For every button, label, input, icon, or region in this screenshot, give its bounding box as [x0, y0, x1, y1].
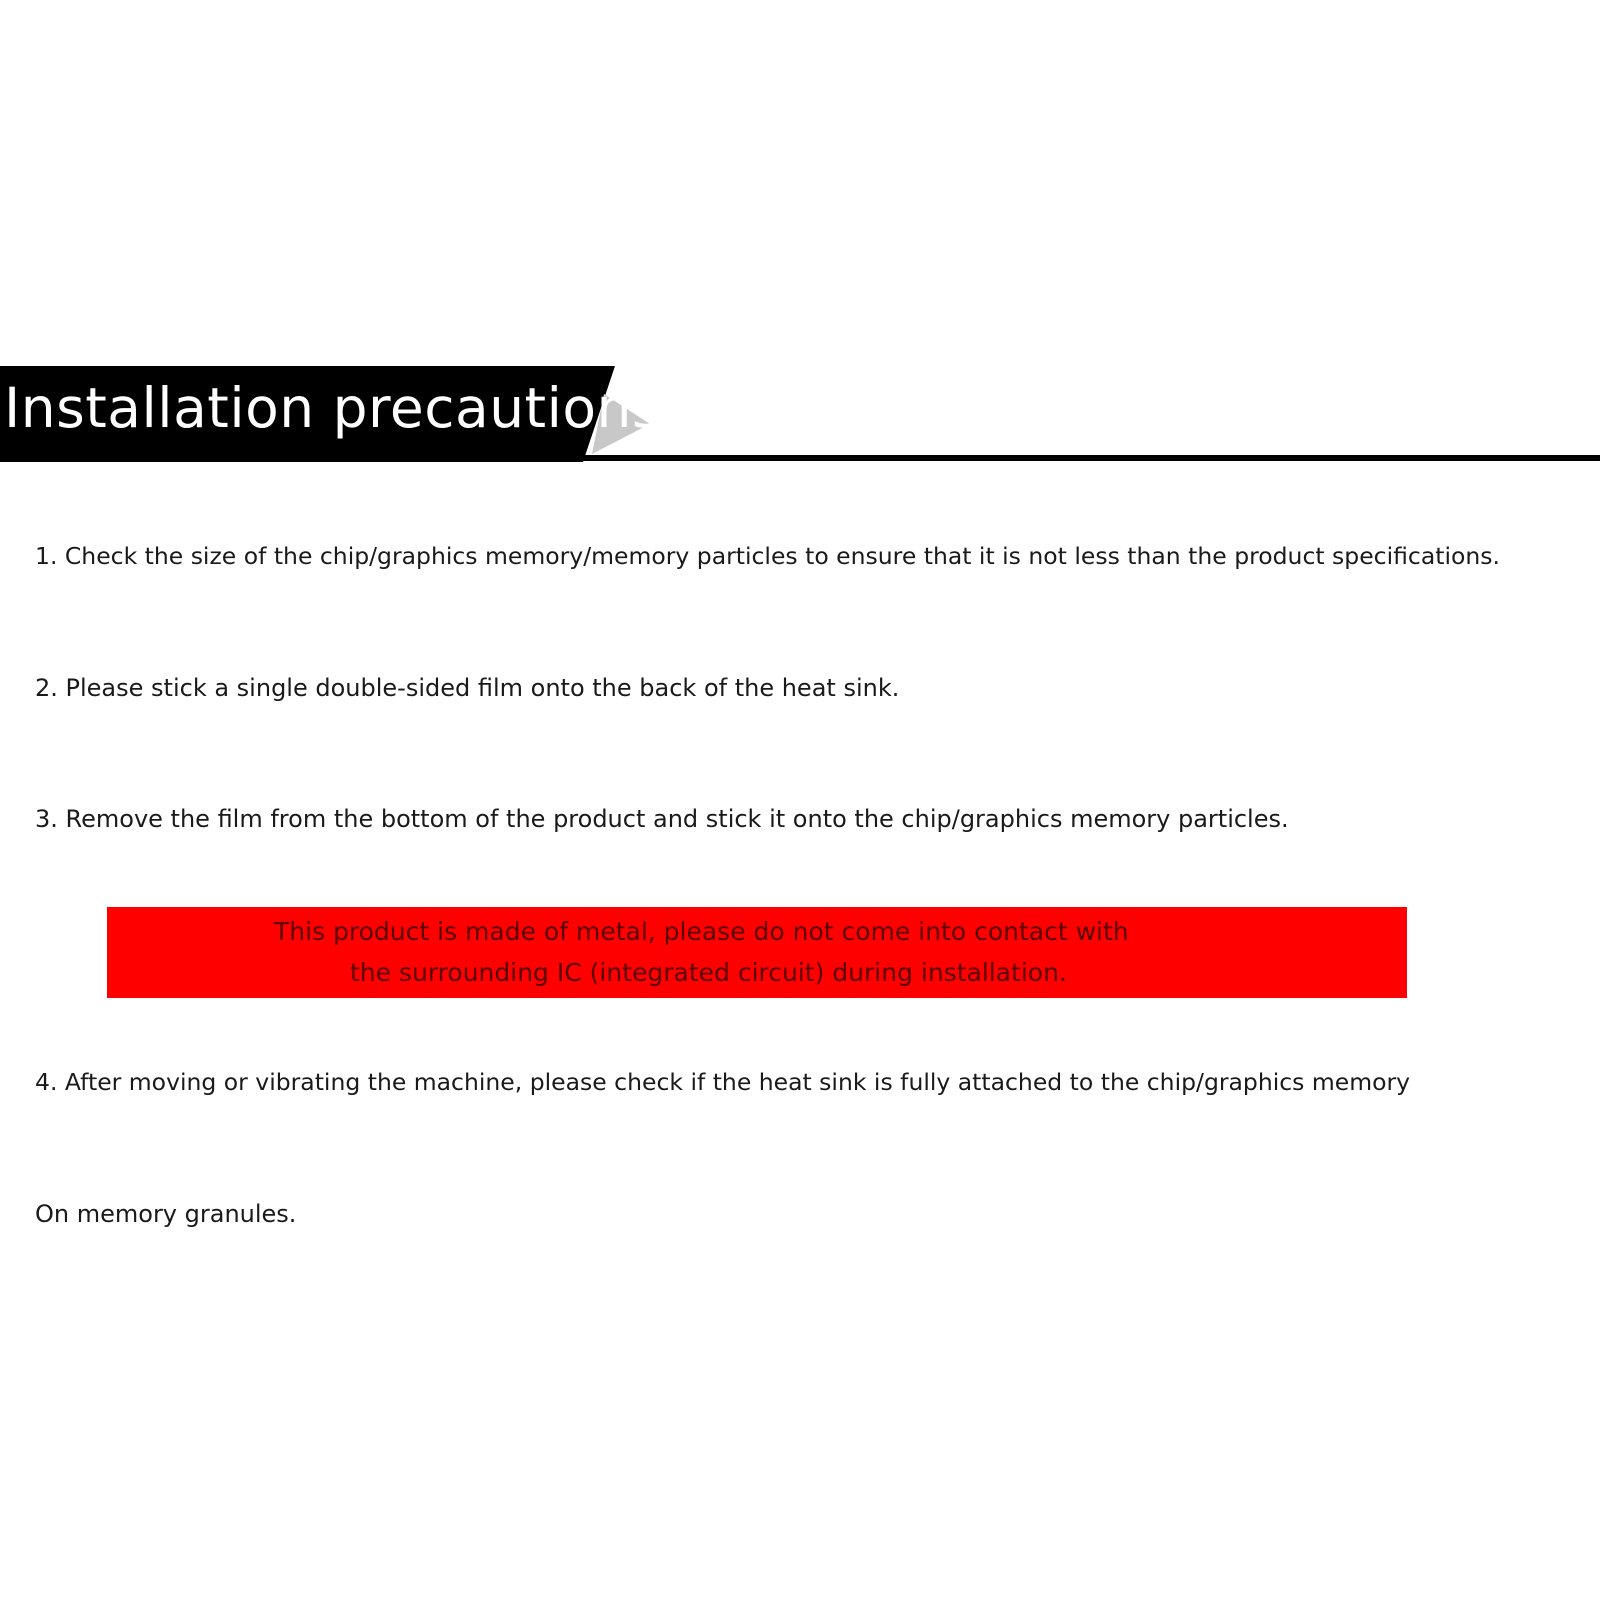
instruction-step-2: 2. Please stick a single double-sided film onto the back of the heat sink.	[35, 674, 900, 702]
instruction-step-3: 3. Remove the film from the bottom of the product and stick it onto the chip/graphics memory particles.	[35, 805, 1289, 833]
banner-rule-line	[583, 455, 1600, 461]
instruction-step-1: 1. Check the size of the chip/graphics memory/memory particles to ensure that it is not less than the product specifications.	[35, 542, 1500, 570]
metal-warning-box	[107, 907, 1407, 998]
instruction-step-4-continuation: On memory granules.	[35, 1200, 297, 1228]
warning-line-1: This product is made of metal, please do not come into contact with	[274, 917, 1129, 946]
instruction-step-4: 4. After moving or vibrating the machine, please check if the heat sink is fully attached to the chip/graphics memory	[35, 1068, 1411, 1096]
page-title: Installation precautions	[4, 376, 662, 440]
warning-line-2: the surrounding IC (integrated circuit) during installation.	[350, 958, 1067, 987]
section-header-banner	[0, 366, 1600, 466]
